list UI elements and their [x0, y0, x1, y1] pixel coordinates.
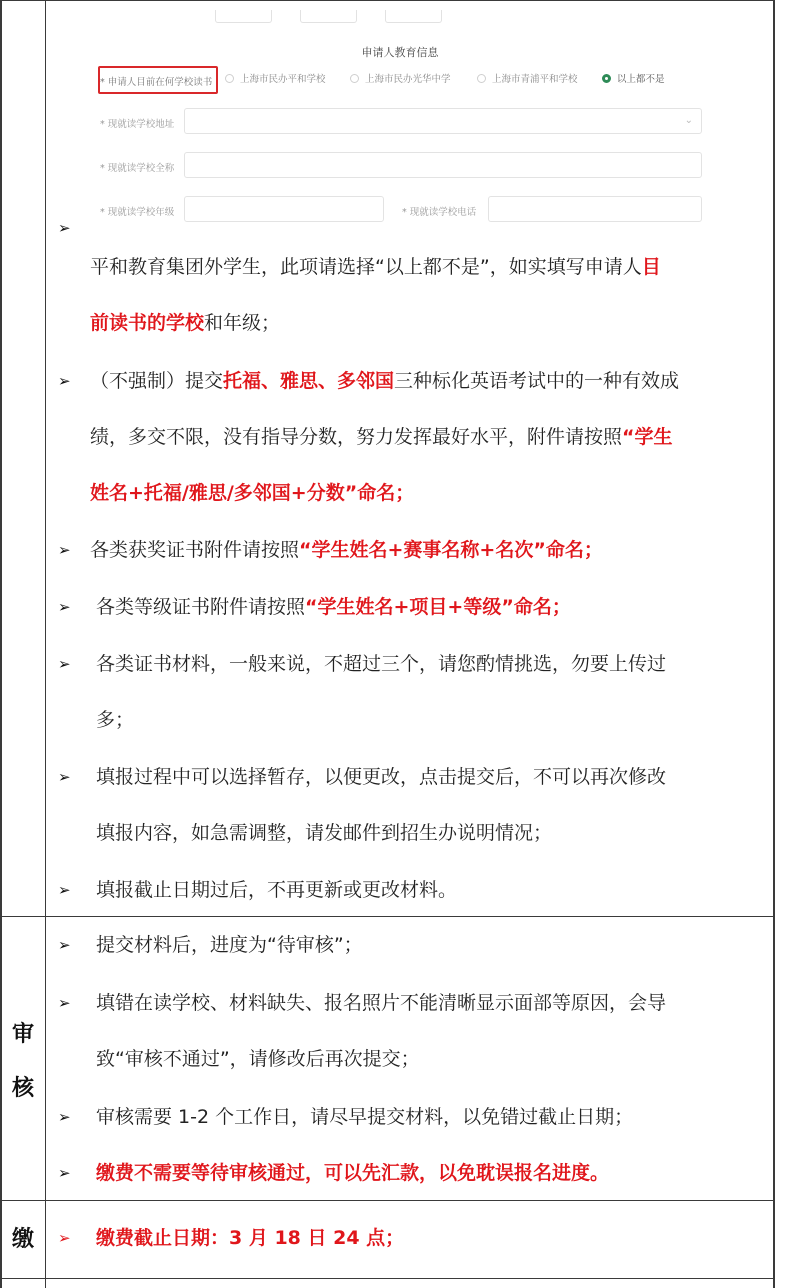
bullet-arrow-icon: ➢: [58, 768, 71, 786]
form-title: 申请人教育信息: [361, 46, 439, 59]
form-top-field: [385, 10, 442, 23]
school-question-label: * 申请人目前在何学校读书: [100, 77, 213, 88]
grade-label: * 现就读学校年级: [100, 207, 175, 218]
table-border-top: [0, 0, 775, 1]
radio-option-none[interactable]: 以上都不是: [602, 71, 665, 85]
bullet-arrow-icon: ➢: [58, 655, 71, 673]
school-phone-input[interactable]: [488, 196, 702, 222]
bullet-arrow-icon: ➢: [58, 541, 71, 559]
bullet-2-line-2: 绩，多交不限，没有指导分数，努力发挥最好水平，附件请按照“学生: [90, 426, 673, 448]
bullet-2-line-3: 姓名+托福/雅思/多邻国+分数”命名；: [90, 482, 415, 504]
bullet-4: 各类等级证书附件请按照“学生姓名+项目+等级”命名；: [96, 596, 571, 618]
radio-icon: [477, 74, 486, 83]
review-bullet-1: 提交材料后，进度为“待审核”；: [96, 934, 363, 956]
table-border-right: [773, 0, 775, 1288]
bullet-arrow-icon: ➢: [58, 598, 71, 616]
review-bullet-2-line-2: 致“审核不通过”，请修改后再次提交；: [96, 1048, 420, 1070]
bullet-arrow-icon: ➢: [58, 1108, 71, 1126]
school-address-select[interactable]: [184, 108, 702, 134]
radio-icon: [225, 74, 234, 83]
form-top-field: [215, 10, 272, 23]
form-top-field: [300, 10, 357, 23]
table-border-bottom: [0, 1278, 775, 1279]
bullet-2-line-1: （不强制）提交托福、雅思、多邻国三种标化英语考试中的一种有效成: [90, 370, 680, 392]
bullet-7: 填报截止日期过后，不再更新或更改材料。: [96, 879, 458, 901]
radio-option-guanghua[interactable]: 上海市民办光华中学: [350, 71, 451, 85]
bullet-arrow-icon: ➢: [58, 994, 71, 1012]
school-grade-input[interactable]: [184, 196, 384, 222]
table-row-divider: [0, 916, 775, 917]
radio-option-qingpu[interactable]: 上海市青浦平和学校: [477, 71, 578, 85]
review-bullet-4: 缴费不需要等待审核通过，可以先汇款，以免耽误报名进度。: [96, 1162, 610, 1184]
payment-bullet-1: 缴费截止日期：3 月 18 日 24 点；: [96, 1227, 405, 1249]
bullet-6-line-2: 填报内容，如急需调整，请发邮件到招生办说明情况；: [96, 822, 553, 844]
bullet-5-line-1: 各类证书材料，一般来说，不超过三个，请您酌情挑选，勿要上传过: [96, 653, 667, 675]
fullname-label: * 现就读学校全称: [100, 163, 175, 174]
review-label-top: 审: [11, 1022, 34, 1047]
school-fullname-input[interactable]: [184, 152, 702, 178]
education-info-form: [80, 10, 720, 232]
review-bullet-2-line-1: 填错在读学校、材料缺失、报名照片不能清晰显示面部等原因，会导: [96, 992, 667, 1014]
bullet-5-line-2: 多；: [96, 709, 135, 731]
bullet-arrow-icon: ➢: [58, 936, 71, 954]
bullet-arrow-icon: ➢: [58, 1229, 71, 1247]
bullet-1-line-2: 前读书的学校和年级；: [90, 312, 281, 334]
address-label: * 现就读学校地址: [100, 119, 175, 130]
radio-selected-icon: [602, 74, 611, 83]
bullet-3: 各类获奖证书附件请按照“学生姓名+赛事名称+名次”命名；: [90, 539, 603, 561]
bullet-arrow-icon: ➢: [58, 372, 71, 390]
phone-label: * 现就读学校电话: [402, 207, 477, 218]
radio-icon: [350, 74, 359, 83]
review-bullet-3: 审核需要 1-2 个工作日，请尽早提交材料，以免错过截止日期；: [96, 1106, 634, 1128]
review-label-bottom: 核: [11, 1076, 34, 1101]
bullet-1-line-1: 平和教育集团外学生，此项请选择“以上都不是”，如实填写申请人目: [90, 256, 661, 278]
chevron-down-icon: ⌄: [684, 115, 693, 126]
radio-option-pinghe[interactable]: 上海市民办平和学校: [225, 71, 326, 85]
payment-label: 缴: [11, 1227, 34, 1252]
bullet-arrow-icon: ➢: [58, 1164, 71, 1182]
bullet-6-line-1: 填报过程中可以选择暂存，以便更改，点击提交后，不可以再次修改: [96, 766, 667, 788]
bullet-arrow-icon: ➢: [58, 219, 71, 237]
table-row-divider: [0, 1200, 775, 1201]
bullet-arrow-icon: ➢: [58, 881, 71, 899]
